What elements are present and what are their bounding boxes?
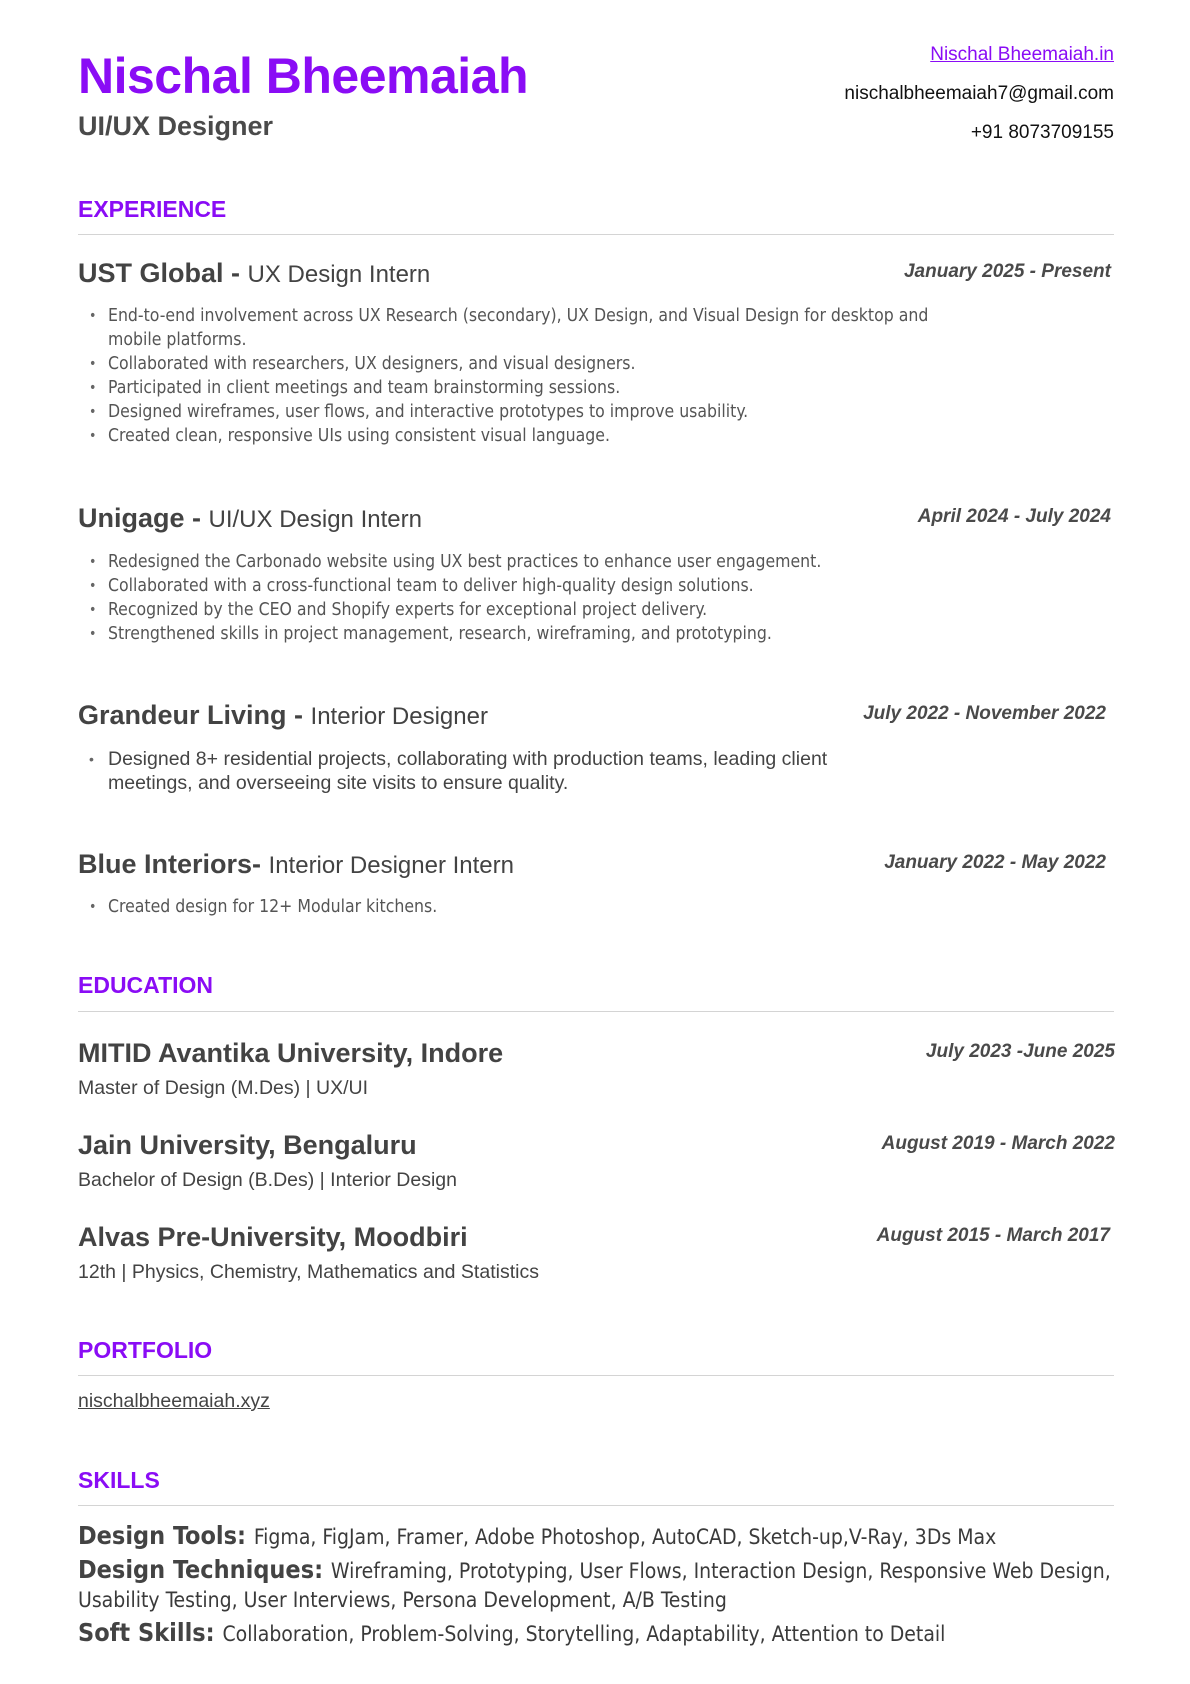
skill-label: Soft Skills: [78, 1618, 223, 1647]
section-title-experience: EXPERIENCE [78, 196, 227, 222]
job-dates: January 2025 - Present [903, 261, 1111, 282]
skill-value: Figma, FigJam, Framer, Adobe Photoshop, AutoCAD, Sketch-up,V-Ray, 3Ds Max [253, 1525, 997, 1549]
skill-label: Design Techniques: [78, 1555, 331, 1584]
list-item: • Recognized by the CEO and Shopify experts for exceptional project delivery. [108, 598, 1008, 622]
job-dates: April 2024 - July 2024 [917, 506, 1111, 527]
skill-row-design-tools [78, 1521, 1118, 1552]
job-dates: January 2022 - May 2022 [884, 852, 1106, 873]
skill-row-soft-skills [78, 1618, 1118, 1649]
list-item: • End-to-end involvement across UX Research (secondary), UX Design, and Visual Design for desktop and mobile platforms. [108, 304, 958, 352]
skill-row-design-techniques [78, 1555, 1118, 1615]
website-link[interactable]: Nischal Bheemaiah.in [930, 44, 1114, 65]
candidate-name: Nischal Bheemaiah [78, 48, 529, 104]
list-item: • Created clean, responsive UIs using consistent visual language. [108, 424, 958, 448]
phone-text: +91 8073709155 [970, 122, 1114, 143]
list-item: • Designed wireframes, user flows, and interactive prototypes to improve usability. [108, 400, 958, 424]
list-item: • Created design for 12+ Modular kitchens. [108, 895, 908, 919]
job-dates: July 2022 - November 2022 [863, 703, 1106, 724]
job-company: UST Global - [78, 258, 248, 288]
section-title-skills: SKILLS [78, 1467, 160, 1493]
list-item: • Participated in client meetings and team brainstorming sessions. [108, 376, 958, 400]
education-school: Jain University, Bengaluru [78, 1130, 417, 1160]
education-degree: Master of Design (M.Des) | UX/UI [78, 1077, 369, 1099]
candidate-role: UI/UX Designer [78, 111, 274, 141]
skill-value: Collaboration, Problem-Solving, Storytelling, Adaptability, Attention to Detail [222, 1622, 946, 1646]
skill-label: Design Tools: [78, 1521, 254, 1550]
job-company: Grandeur Living - [78, 700, 311, 730]
job-title: Interior Designer [310, 703, 488, 730]
job-title: UI/UX Design Intern [208, 506, 422, 533]
education-dates: August 2015 - March 2017 [876, 1225, 1110, 1246]
skill-value: Wireframing, Prototyping, User Flows, Interaction Design, Responsive Web Design, Usability Testing, User Interviews, Persona Development, A/B Testing [78, 1559, 1111, 1612]
email-text: nischalbheemaiah7@gmail.com [844, 83, 1114, 104]
education-degree: 12th | Physics, Chemistry, Mathematics and Statistics [78, 1261, 539, 1283]
website-contact [930, 43, 1114, 67]
education-dates: July 2023 -June 2025 [925, 1041, 1115, 1062]
education-school: Alvas Pre-University, Moodbiri [78, 1222, 468, 1252]
job-company: Blue Interiors- [78, 849, 269, 879]
job-company: Unigage - [78, 503, 209, 533]
section-divider [78, 234, 1114, 235]
list-item: • Collaborated with researchers, UX designers, and visual designers. [108, 352, 958, 376]
section-divider [78, 1011, 1114, 1012]
list-item: • Redesigned the Carbonado website using UX best practices to enhance user engagement. [108, 550, 1008, 574]
section-title-education: EDUCATION [78, 972, 214, 998]
section-divider [78, 1375, 1114, 1376]
portfolio-link[interactable]: nischalbheemaiah.xyz [78, 1390, 270, 1412]
education-dates: August 2019 - March 2022 [881, 1133, 1115, 1154]
list-item: • Collaborated with a cross-functional team to deliver high-quality design solutions. [108, 574, 1008, 598]
job-bullets [78, 304, 958, 448]
job-header [78, 699, 488, 733]
job-bullets [78, 550, 1008, 646]
education-school: MITID Avantika University, Indore [78, 1038, 504, 1068]
list-item: • Designed 8+ residential projects, collaborating with production teams, leading client meetings, and overseeing site visits to ensure quality. [108, 747, 898, 795]
job-title: UX Design Intern [247, 261, 431, 288]
job-header [78, 257, 430, 291]
list-item: • Strengthened skills in project management, research, wireframing, and prototyping. [108, 622, 1008, 646]
job-header [78, 848, 514, 882]
job-bullets [78, 895, 908, 919]
section-divider [78, 1505, 1114, 1506]
section-title-portfolio: PORTFOLIO [78, 1337, 213, 1363]
education-degree: Bachelor of Design (B.Des) | Interior Design [78, 1169, 457, 1191]
job-bullets [78, 747, 898, 795]
job-title: Interior Designer Intern [268, 852, 514, 879]
job-header [78, 502, 422, 536]
